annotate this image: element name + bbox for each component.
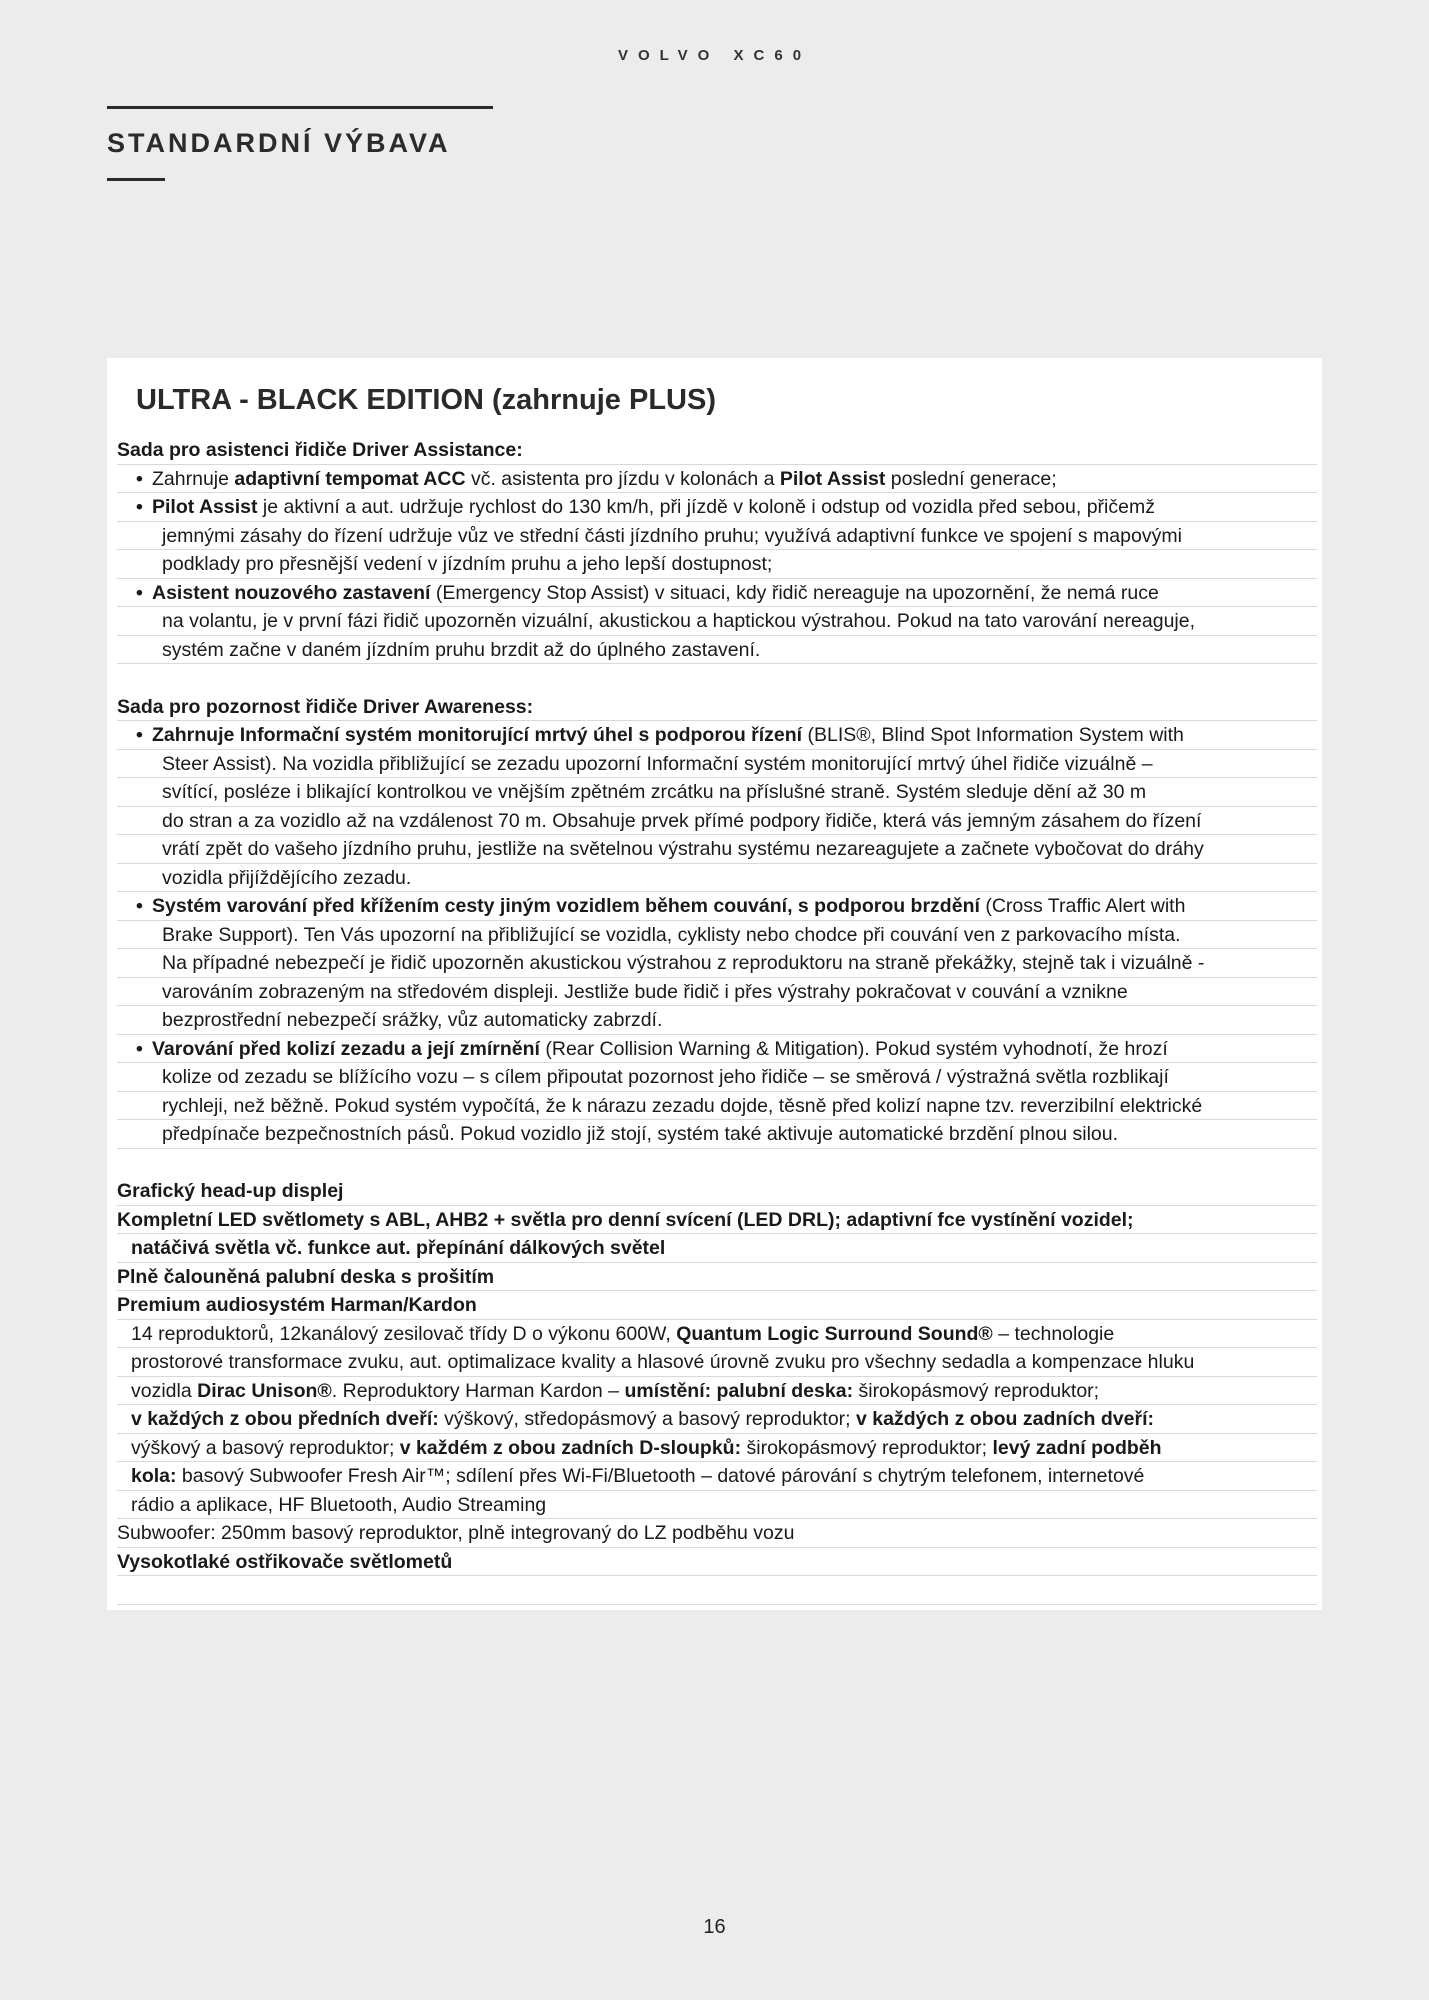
equipment-list	[117, 436, 1317, 1605]
audio-description: kola: basový Subwoofer Fresh Air™; sdílení přes Wi-Fi/Bluetooth – datové párování s chytrým telefonem, internetové	[117, 1462, 1317, 1491]
bullet: •	[136, 581, 143, 604]
bullet: •	[136, 496, 143, 518]
equipment-card	[107, 358, 1322, 1610]
item-subwoofer: Subwoofer: 250mm basový reproduktor, plně integrovaný do LZ podběhu vozu	[117, 1519, 1317, 1548]
item-led-headlights-continuation: natáčivá světla vč. funkce aut. přepínání dálkových světel	[117, 1234, 1317, 1263]
list-item-continuation: varováním zobrazeným na středovém displeji. Jestliže bude řidič i přes výstrahy pokračovat v couvání a vznikne	[117, 978, 1317, 1007]
list-item: • Varování před kolizí zezadu a její zmírnění (Rear Collision Warning & Mitigation). Pokud systém vyhodnotí, že hrozí	[117, 1035, 1317, 1064]
list-item: • Asistent nouzového zastavení (Emergency Stop Assist) v situaci, kdy řidič nereaguje na upozornění, že nemá ruce	[117, 579, 1317, 608]
audio-description: v každých z obou předních dveří: výškový, středopásmový a basový reproduktor; v každých z obou zadních dveří:	[117, 1405, 1317, 1434]
list-item-continuation: kolize od zezadu se blížícího vozu – s cílem připoutat pozornost jeho řidiče – se směrová / výstražná světla rozblikají	[117, 1063, 1317, 1092]
item-audio-heading: Premium audiosystém Harman/Kardon	[117, 1291, 1317, 1320]
list-item-continuation: vrátí zpět do vašeho jízdního pruhu, jestliže na světelnou výstrahu systému nezareagujete a začnete vybočovat do dráhy	[117, 835, 1317, 864]
list-item-continuation: podklady pro přesnější vedení v jízdním pruhu a jeho lepší dostupnost;	[117, 550, 1317, 579]
list-item-continuation: rychleji, než běžně. Pokud systém vypočítá, že k nárazu zezadu dojde, těsně před kolizí napne tzv. reverzibilní elektrické	[117, 1092, 1317, 1121]
bullet: •	[136, 1037, 143, 1060]
list-item-continuation: svítící, posléze i blikající kontrolkou ve vnějším zpětném zrcátku na příslušné straně. Systém sleduje dění až 30 m	[117, 778, 1317, 807]
audio-description: výškový a basový reproduktor; v každém z obou zadních D-sloupků: širokopásmový reproduktor; levý zadní podběh	[117, 1434, 1317, 1463]
list-item-continuation: předpínače bezpečnostních pásů. Pokud vozidlo již stojí, systém také aktivuje automatické brzdění plnou silou.	[117, 1120, 1317, 1149]
page-number: 16	[703, 1916, 726, 1938]
list-item-continuation: vozidla přijíždějícího zezadu.	[117, 864, 1317, 893]
audio-description: rádio a aplikace, HF Bluetooth, Audio Streaming	[117, 1491, 1317, 1520]
section-heading-driver-awareness: Sada pro pozornost řidiče Driver Awareness:	[117, 693, 1317, 722]
empty-row	[117, 1576, 1317, 1605]
card-title: ULTRA - BLACK EDITION (zahrnuje PLUS)	[136, 384, 716, 416]
item-headlight-washers: Vysokotlaké ostřikovače světlometů	[117, 1548, 1317, 1577]
list-item-continuation: systém začne v daném jízdním pruhu brzdit až do úplného zastavení.	[117, 636, 1317, 665]
audio-description: 14 reproduktorů, 12kanálový zesilovač třídy D o výkonu 600W, Quantum Logic Surround Sound® – technologie	[117, 1320, 1317, 1349]
page-title: STANDARDNÍ VÝBAVA	[107, 128, 451, 158]
item-led-headlights: Kompletní LED světlomety s ABL, AHB2 + světla pro denní svícení (LED DRL); adaptivní fce vystínění vozidel;	[117, 1206, 1317, 1235]
list-item-continuation: jemnými zásahy do řízení udržuje vůz ve střední části jízdního pruhu; využívá adaptivní funkce ve spojení s mapovými	[117, 522, 1317, 551]
bullet: •	[136, 724, 143, 746]
list-item-continuation: Brake Support). Ten Vás upozorní na přibližující se vozidla, cyklisty nebo chodce při couvání ven z parkovacího místa.	[117, 921, 1317, 950]
list-item: • Systém varování před křížením cesty jiným vozidlem během couvání, s podporou brzdění (Cross Traffic Alert with	[117, 892, 1317, 921]
bullet: •	[136, 895, 143, 917]
list-item-continuation: bezprostřední nebezpečí srážky, vůz automaticky zabrzdí.	[117, 1006, 1317, 1035]
list-item-continuation: Steer Assist). Na vozidla přibližující se zezadu upozorní Informační systém monitorující mrtvý úhel řidiče vizuálně –	[117, 750, 1317, 779]
list-item-continuation: na volantu, je v první fázi řidič upozorněn vizuální, akustickou a haptickou výstrahou. Pokud na tato varování nereaguje,	[117, 607, 1317, 636]
top-rule	[107, 106, 493, 109]
list-item: • Zahrnuje Informační systém monitorující mrtvý úhel s podporou řízení (BLIS®, Blind Spot Information System with	[117, 721, 1317, 750]
audio-description: vozidla Dirac Unison®. Reproduktory Harman Kardon – umístění: palubní deska: širokopásmový reproduktor;	[117, 1377, 1317, 1406]
list-item-continuation: do stran a za vozidlo až na vzdálenost 70 m. Obsahuje prvek přímé podpory řidiče, která vás jemným zásahem do řízení	[117, 807, 1317, 836]
list-item: • Pilot Assist je aktivní a aut. udržuje rychlost do 130 km/h, při jízdě v koloně i odstup od vozidla před sebou, přičemž	[117, 493, 1317, 522]
list-item: • Zahrnuje adaptivní tempomat ACC vč. asistenta pro jízdu v kolonách a Pilot Assist poslední generace;	[117, 465, 1317, 494]
audio-description: prostorové transformace zvuku, aut. optimalizace kvality a hlasové úrovně zvuku pro všechny sedadla a kompenzace hluku	[117, 1348, 1317, 1377]
item-head-up-display: Grafický head-up displej	[117, 1177, 1317, 1206]
bullet: •	[136, 467, 143, 490]
list-item-continuation: Na případné nebezpečí je řidič upozorněn akustickou výstrahou z reproduktoru na straně překážky, stejně tak i vizuálně -	[117, 949, 1317, 978]
brand-header: VOLVO XC60	[617, 47, 812, 64]
title-underline	[107, 178, 165, 181]
section-heading-driver-assistance: Sada pro asistenci řidiče Driver Assistance:	[117, 436, 1317, 465]
item-dashboard: Plně čalouněná palubní deska s prošitím	[117, 1263, 1317, 1292]
